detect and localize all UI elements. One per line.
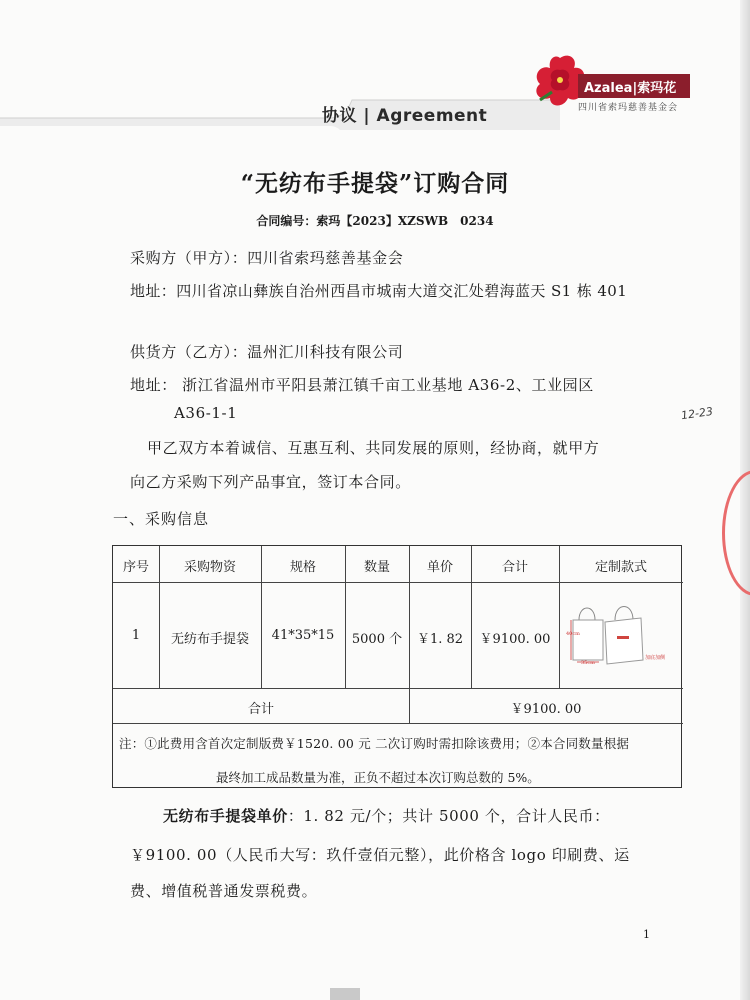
logo-text: Azalea|索玛花 — [584, 81, 677, 96]
seller-address-line-1: 地址： 浙江省温州市平阳县萧江镇千亩工业基地 A36-2、工业园区 — [130, 376, 594, 394]
header-cell: 合计 — [501, 560, 528, 575]
bag-logo-label: 加底加侧 — [645, 655, 666, 661]
buyer-party: 采购方（甲方）：四川省索玛慈善基金会 — [130, 249, 404, 267]
table-note-line-2: 最终加工成品数量为准，正负不超过本次订购总数的 5%。 — [216, 770, 540, 785]
header-cell: 定制款式 — [594, 560, 647, 575]
bag-height-label: 40cm — [566, 631, 580, 637]
header-cell: 序号 — [122, 560, 149, 575]
header-cell: 采购物资 — [183, 560, 236, 575]
price-paragraph-line-1 — [163, 805, 610, 826]
table-rule — [113, 688, 683, 689]
sum-value: ￥9100. 00 — [510, 702, 582, 717]
buyer-address: 地址：四川省凉山彝族自治州西昌市城南大道交汇处碧海蓝天 S1 栋 401 — [130, 282, 628, 300]
row-spec: 41*35*15 — [271, 628, 335, 643]
table-note-line-1: 注：①此费用含首次定制版费￥1520. 00 元 二次订购时需扣除该费用；②本合同数量根据 — [119, 736, 630, 751]
bag-width-label: 35cm — [581, 660, 595, 666]
sum-label: 合计 — [247, 702, 274, 717]
row-total: ￥9100. 00 — [479, 632, 551, 647]
seller-party: 供货方（乙方）：温州汇川科技有限公司 — [130, 343, 404, 361]
header-cell: 单价 — [426, 560, 453, 575]
logo-subtitle: 四川省索玛慈善基金会 — [578, 103, 679, 113]
binding-clip — [330, 988, 360, 1000]
table-rule — [113, 582, 683, 583]
price-paragraph-line-2: ￥9100. 00（人民币大写：玖仟壹佰元整），此价格含 logo 印刷费、运 — [130, 846, 630, 864]
tote-bag-design-image — [565, 590, 677, 684]
page-number: 1 — [643, 928, 650, 941]
red-seal-stamp — [722, 470, 750, 596]
row-unit-price: ￥1. 82 — [416, 632, 464, 647]
section-heading: 一、采购信息 — [113, 510, 210, 528]
price-label: 无纺布手提袋单价 — [163, 807, 288, 825]
header-title: 协议 | Agreement — [322, 106, 488, 126]
price-line-1-text: ：1. 82 元/个；共计 5000 个，合计人民币： — [287, 807, 610, 825]
header-cell: 规格 — [289, 560, 316, 575]
row-no: 1 — [131, 628, 141, 643]
header-cell: 数量 — [363, 560, 390, 575]
contract-number: 合同编号：索玛【2023】XZSWB 0234 — [256, 214, 494, 228]
intro-paragraph-line-2: 向乙方采购下列产品事宜，签订本合同。 — [130, 473, 411, 491]
row-qty: 5000 个 — [351, 632, 403, 647]
table-rule — [113, 723, 683, 724]
handwritten-note: 12-23 — [680, 404, 714, 423]
seller-address-line-2: A36-1-1 — [174, 404, 238, 422]
price-paragraph-line-3: 费、增值税普通发票税费。 — [130, 882, 318, 900]
row-item: 无纺布手提袋 — [170, 632, 249, 647]
document-title: “无纺布手提袋”订购合同 — [240, 170, 510, 197]
intro-paragraph-line-1: 甲乙双方本着诚信、互惠互利、共同发展的原则，经协商，就甲方 — [147, 439, 600, 457]
